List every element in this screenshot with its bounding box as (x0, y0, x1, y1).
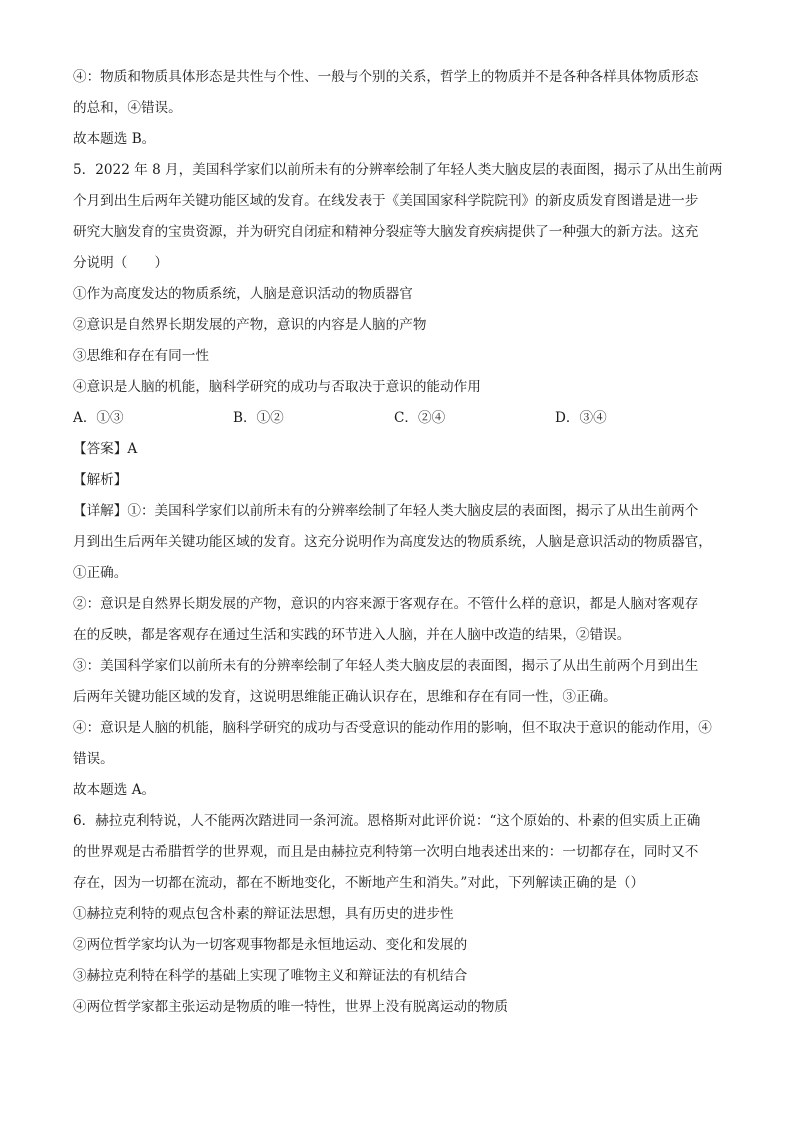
question-6-statement: ④两位哲学家都主张运动是物质的唯一特性，世界上没有脱离运动的物质 (73, 999, 508, 1015)
question-5-stem: 研究大脑发育的宝贵资源，并为研究自闭症和精神分裂症等大脑发育疾病提供了一种强大的新方法。这充 (73, 224, 699, 240)
answer-label: 【答案】A (73, 441, 138, 457)
question-5-stem: 分说明（ ） (73, 255, 169, 271)
detail-line: ②：意识是自然界长期发展的产物，意识的内容来源于客观存在。不管什么样的意识，都是人脑对客观存 (73, 596, 699, 612)
question-6-stem: 存在，因为一切都在流动，都在不断地变化，不断地产生和消失。”对此，下列解读正确的是（） (73, 875, 645, 891)
detail-line: 月到出生后两年关键功能区域的发育。这充分说明作为高度发达的物质系统，人脑是意识活动的物质器官， (73, 534, 712, 550)
text-line: 的总和，④错误。 (73, 100, 182, 116)
question-5-statement: ①作为高度发达的物质系统，人脑是意识活动的物质器官 (73, 286, 413, 302)
question-6-stem: 的世界观是古希腊哲学的世界观，而且是由赫拉克利特第一次明白地表述出来的：一切都存在，同时又不 (73, 844, 699, 860)
option-b: B．①② (233, 410, 284, 426)
question-6-statement: ①赫拉克利特的观点包含朴素的辩证法思想，具有历史的进步性 (73, 906, 454, 922)
detail-line: 错误。 (73, 751, 114, 767)
question-5-statement: ③思维和存在有同一性 (73, 348, 209, 364)
text-line: ④：物质和物质具体形态是共性与个性、一般与个别的关系，哲学上的物质并不是各种各样具体物质形态 (73, 69, 699, 85)
question-6-statement: ③赫拉克利特在科学的基础上实现了唯物主义和辩证法的有机结合 (73, 968, 468, 984)
option-c: C．②④ (394, 410, 446, 426)
question-6-stem: 6．赫拉克利特说，人不能两次踏进同一条河流。恩格斯对此评价说：“这个原始的、朴素的但实质上正确 (73, 813, 701, 829)
detail-line: 在的反映，都是客观存在通过生活和实践的环节进入人脑，并在人脑中改造的结果，②错误。 (73, 627, 631, 643)
text-line: 故本题选 B。 (73, 131, 156, 147)
detail-line: 【详解】①：美国科学家们以前所未有的分辨率绘制了年轻人类大脑皮层的表面图，揭示了从出生前两个 (73, 503, 699, 519)
question-5-options (73, 403, 733, 434)
document-page (73, 62, 733, 1023)
option-a: A．①③ (73, 410, 124, 426)
analysis-label: 【解析】 (73, 472, 128, 488)
option-d: D．③④ (555, 410, 607, 426)
question-5-stem: 个月到出生后两年关键功能区域的发育。在线发表于《美国国家科学院院刊》的新皮质发育图谱是进一步 (73, 193, 699, 209)
detail-line: 故本题选 A。 (73, 782, 156, 798)
question-5-statement: ④意识是人脑的机能，脑科学研究的成功与否取决于意识的能动作用 (73, 379, 481, 395)
question-5-stem: 5．2022 年 8 月，美国科学家们以前所未有的分辨率绘制了年轻人类大脑皮层的表面图，揭示了从出生前两 (73, 162, 723, 178)
question-5-statement: ②意识是自然界长期发展的产物，意识的内容是人脑的产物 (73, 317, 427, 333)
detail-line: ③：美国科学家们以前所未有的分辨率绘制了年轻人类大脑皮层的表面图，揭示了从出生前两个月到出生 (73, 658, 699, 674)
detail-line: ④：意识是人脑的机能，脑科学研究的成功与否受意识的能动作用的影响，但不取决于意识的能动作用，④ (73, 720, 712, 736)
detail-line: ①正确。 (73, 565, 128, 581)
detail-line: 后两年关键功能区域的发育，这说明思维能正确认识存在，思维和存在有同一性，③正确。 (73, 689, 617, 705)
question-6-statement: ②两位哲学家均认为一切客观事物都是永恒地运动、变化和发展的 (73, 937, 468, 953)
